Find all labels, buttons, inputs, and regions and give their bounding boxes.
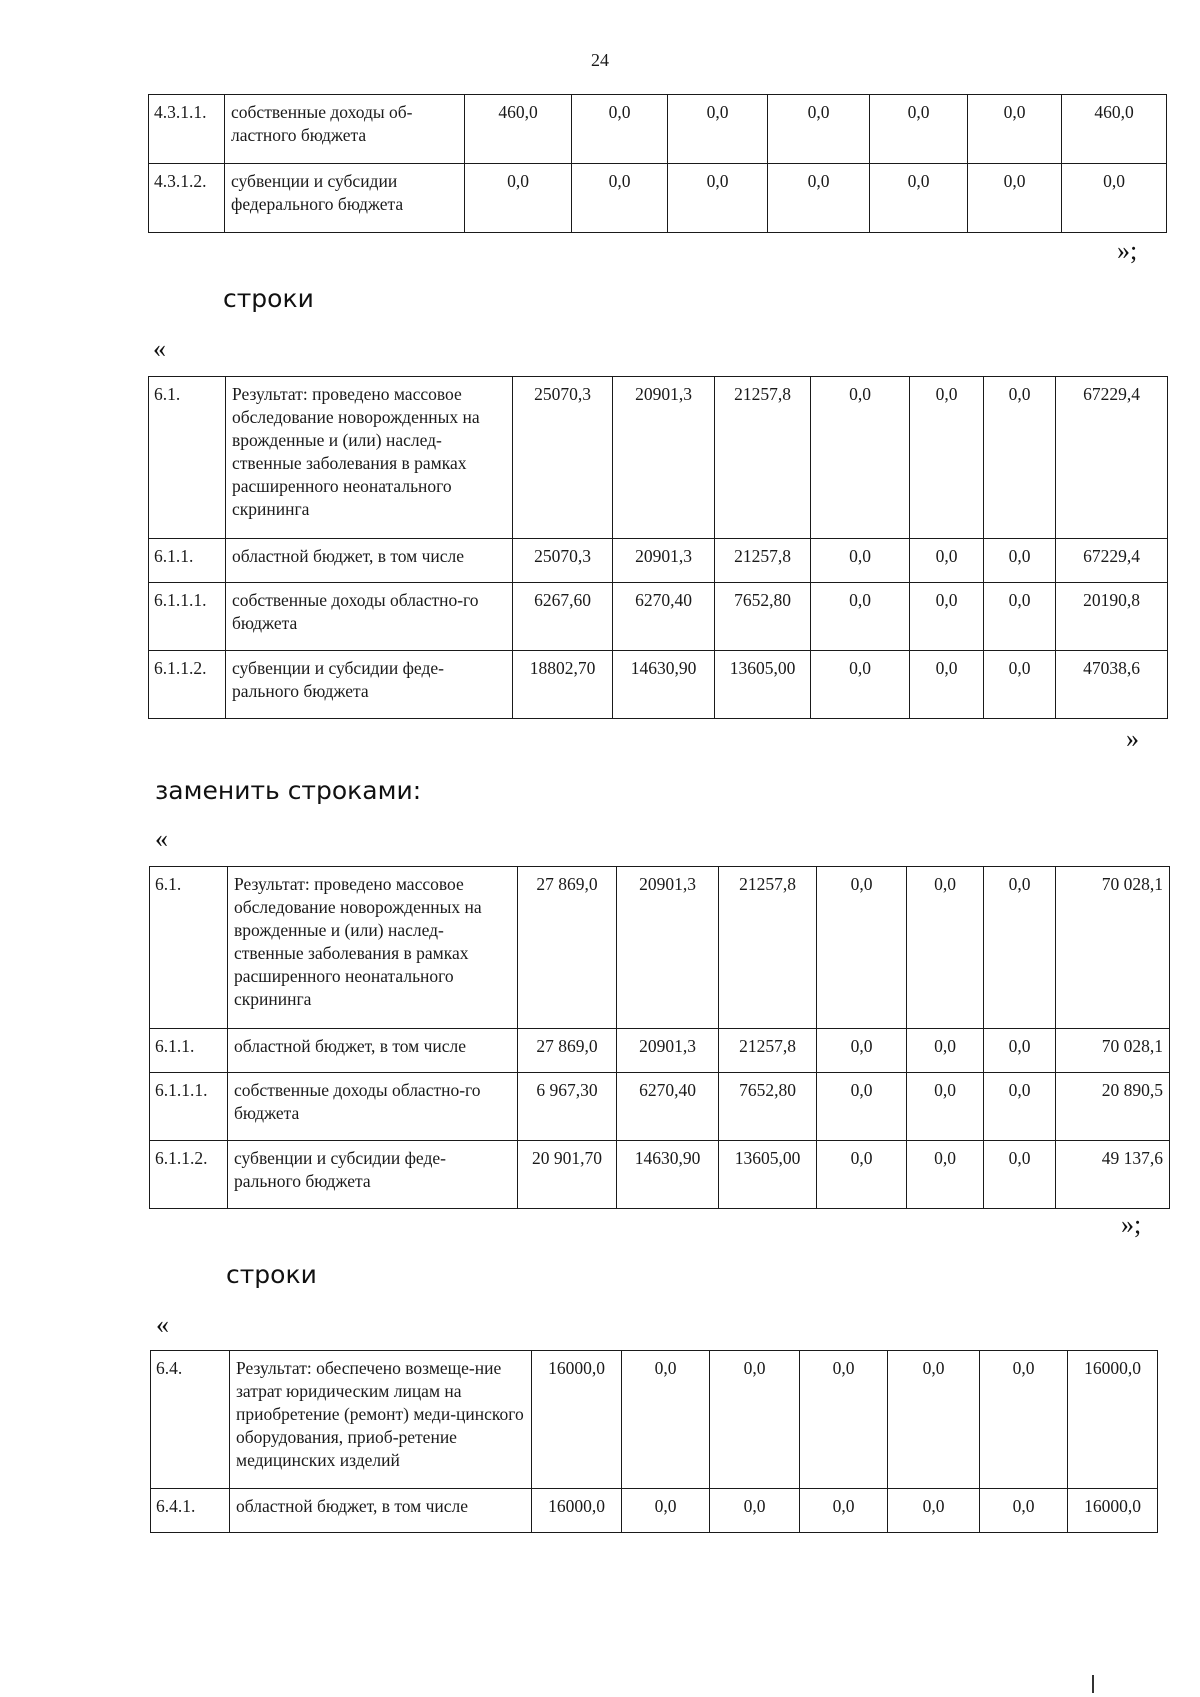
value-cell: 0,0: [800, 1489, 888, 1533]
value-cell: 0,0: [907, 1141, 984, 1209]
table-row: [151, 1489, 1158, 1533]
section-label-rows: строки: [226, 1260, 317, 1289]
value-cell: 0,0: [910, 583, 984, 651]
row-name: областной бюджет, в том числе: [228, 1029, 518, 1073]
value-cell: 14630,90: [617, 1141, 719, 1209]
value-cell: 0,0: [817, 1029, 907, 1073]
value-cell: 70 028,1: [1056, 867, 1170, 1029]
value-cell: 0,0: [984, 867, 1056, 1029]
value-cell: 0,0: [811, 651, 910, 719]
value-cell: 0,0: [984, 377, 1056, 539]
value-cell: 0,0: [768, 95, 870, 164]
value-cell: 0,0: [968, 95, 1062, 164]
value-cell: 67229,4: [1056, 377, 1168, 539]
value-cell: 0,0: [984, 1029, 1056, 1073]
row-name: Результат: проведено массовое обследование новорожденных на врожденные и (или) наслед-ственные заболевания в рамках расширенного неонатального скрининга: [226, 377, 513, 539]
row-code: 6.1.1.2.: [149, 651, 226, 719]
row-code: 6.1.1.: [150, 1029, 228, 1073]
table-row: [149, 377, 1168, 539]
row-name: собственные доходы областно-го бюджета: [226, 583, 513, 651]
value-cell: 20901,3: [617, 867, 719, 1029]
value-cell: 0,0: [984, 583, 1056, 651]
close-quote: »;: [1121, 1210, 1142, 1239]
row-name: субвенции и субсидии федерального бюджета: [225, 164, 465, 233]
row-code: 6.1.1.: [149, 539, 226, 583]
value-cell: 0,0: [910, 651, 984, 719]
value-cell: 21257,8: [715, 539, 811, 583]
value-cell: 16000,0: [532, 1489, 622, 1533]
value-cell: 21257,8: [719, 867, 817, 1029]
value-cell: 0,0: [800, 1351, 888, 1489]
close-quote: »;: [1117, 236, 1138, 265]
value-cell: 6267,60: [513, 583, 613, 651]
value-cell: 49 137,6: [1056, 1141, 1170, 1209]
value-cell: 13605,00: [715, 651, 811, 719]
value-cell: 70 028,1: [1056, 1029, 1170, 1073]
value-cell: 0,0: [817, 1141, 907, 1209]
table-row: [150, 1141, 1170, 1209]
table-row: [149, 164, 1167, 233]
row-name: Результат: обеспечено возмеще-ние затрат юридическим лицам на приобретение (ремонт) меди-цинского оборудования, приоб-ретение медицинских изделий: [230, 1351, 532, 1489]
value-cell: 0,0: [870, 95, 968, 164]
value-cell: 0,0: [984, 1141, 1056, 1209]
value-cell: 25070,3: [513, 539, 613, 583]
value-cell: 0,0: [910, 377, 984, 539]
value-cell: 0,0: [572, 95, 668, 164]
row-name: собственные доходы об- ластного бюджета: [225, 95, 465, 164]
value-cell: 7652,80: [719, 1073, 817, 1141]
row-code: 6.4.: [151, 1351, 230, 1489]
value-cell: 0,0: [817, 1073, 907, 1141]
value-cell: 18802,70: [513, 651, 613, 719]
row-code: 6.1.: [150, 867, 228, 1029]
table-block-6-1-old: [148, 376, 1168, 719]
value-cell: 47038,6: [1056, 651, 1168, 719]
value-cell: 0,0: [811, 377, 910, 539]
value-cell: 0,0: [572, 164, 668, 233]
value-cell: 0,0: [968, 164, 1062, 233]
value-cell: 0,0: [984, 651, 1056, 719]
row-code: 6.1.1.2.: [150, 1141, 228, 1209]
value-cell: 0,0: [465, 164, 572, 233]
section-label-replace: заменить строками:: [155, 776, 422, 805]
value-cell: 27 869,0: [518, 867, 617, 1029]
value-cell: 20 890,5: [1056, 1073, 1170, 1141]
value-cell: 16000,0: [1068, 1489, 1158, 1533]
row-name: областной бюджет, в том числе: [230, 1489, 532, 1533]
value-cell: 0,0: [710, 1351, 800, 1489]
value-cell: 0,0: [907, 867, 984, 1029]
value-cell: 6270,40: [613, 583, 715, 651]
value-cell: 0,0: [710, 1489, 800, 1533]
row-name: субвенции и субсидии феде-рального бюджета: [228, 1141, 518, 1209]
value-cell: 0,0: [811, 539, 910, 583]
open-quote: «: [156, 1310, 169, 1339]
value-cell: 21257,8: [715, 377, 811, 539]
open-quote: «: [155, 824, 168, 853]
table-block-6-1-new: [149, 866, 1170, 1209]
value-cell: 460,0: [465, 95, 572, 164]
value-cell: 21257,8: [719, 1029, 817, 1073]
row-name: субвенции и субсидии феде-рального бюджета: [226, 651, 513, 719]
table-row: [149, 651, 1168, 719]
table-row: [150, 867, 1170, 1029]
value-cell: 20 901,70: [518, 1141, 617, 1209]
value-cell: 0,0: [1062, 164, 1167, 233]
table-row: [150, 1029, 1170, 1073]
value-cell: 460,0: [1062, 95, 1167, 164]
value-cell: 0,0: [984, 539, 1056, 583]
table-block-6-4: [150, 1350, 1158, 1533]
row-code: 6.4.1.: [151, 1489, 230, 1533]
value-cell: 14630,90: [613, 651, 715, 719]
table-block-4-3-1: [148, 94, 1167, 233]
section-label-rows: строки: [223, 284, 314, 313]
value-cell: 0,0: [980, 1351, 1068, 1489]
value-cell: 0,0: [668, 164, 768, 233]
value-cell: 6 967,30: [518, 1073, 617, 1141]
row-code: 6.1.: [149, 377, 226, 539]
value-cell: 0,0: [907, 1073, 984, 1141]
value-cell: 67229,4: [1056, 539, 1168, 583]
value-cell: 20901,3: [617, 1029, 719, 1073]
value-cell: 7652,80: [715, 583, 811, 651]
table-row: [149, 539, 1168, 583]
value-cell: 20901,3: [613, 539, 715, 583]
value-cell: 16000,0: [1068, 1351, 1158, 1489]
value-cell: 16000,0: [532, 1351, 622, 1489]
table-row: [151, 1351, 1158, 1489]
value-cell: 0,0: [870, 164, 968, 233]
row-name: собственные доходы областно-го бюджета: [228, 1073, 518, 1141]
value-cell: 0,0: [888, 1351, 980, 1489]
value-cell: 13605,00: [719, 1141, 817, 1209]
row-code: 6.1.1.1.: [150, 1073, 228, 1141]
row-code: 4.3.1.1.: [149, 95, 225, 164]
row-code: 4.3.1.2.: [149, 164, 225, 233]
row-code: 6.1.1.1.: [149, 583, 226, 651]
scan-mark: [1092, 1675, 1094, 1693]
value-cell: 0,0: [768, 164, 870, 233]
value-cell: 0,0: [980, 1489, 1068, 1533]
table-row: [149, 95, 1167, 164]
value-cell: 0,0: [622, 1351, 710, 1489]
value-cell: 0,0: [817, 867, 907, 1029]
row-name: областной бюджет, в том числе: [226, 539, 513, 583]
value-cell: 20901,3: [613, 377, 715, 539]
value-cell: 27 869,0: [518, 1029, 617, 1073]
value-cell: 0,0: [668, 95, 768, 164]
row-name: Результат: проведено массовое обследование новорожденных на врожденные и (или) наслед-ственные заболевания в рамках расширенного неонатального скрининга: [228, 867, 518, 1029]
close-quote: »: [1126, 724, 1139, 753]
value-cell: 20190,8: [1056, 583, 1168, 651]
open-quote: «: [153, 334, 166, 363]
value-cell: 0,0: [888, 1489, 980, 1533]
table-row: [150, 1073, 1170, 1141]
value-cell: 0,0: [622, 1489, 710, 1533]
table-row: [149, 583, 1168, 651]
value-cell: 0,0: [910, 539, 984, 583]
value-cell: 6270,40: [617, 1073, 719, 1141]
value-cell: 0,0: [984, 1073, 1056, 1141]
value-cell: 0,0: [811, 583, 910, 651]
value-cell: 25070,3: [513, 377, 613, 539]
value-cell: 0,0: [907, 1029, 984, 1073]
page-number: 24: [591, 50, 609, 70]
